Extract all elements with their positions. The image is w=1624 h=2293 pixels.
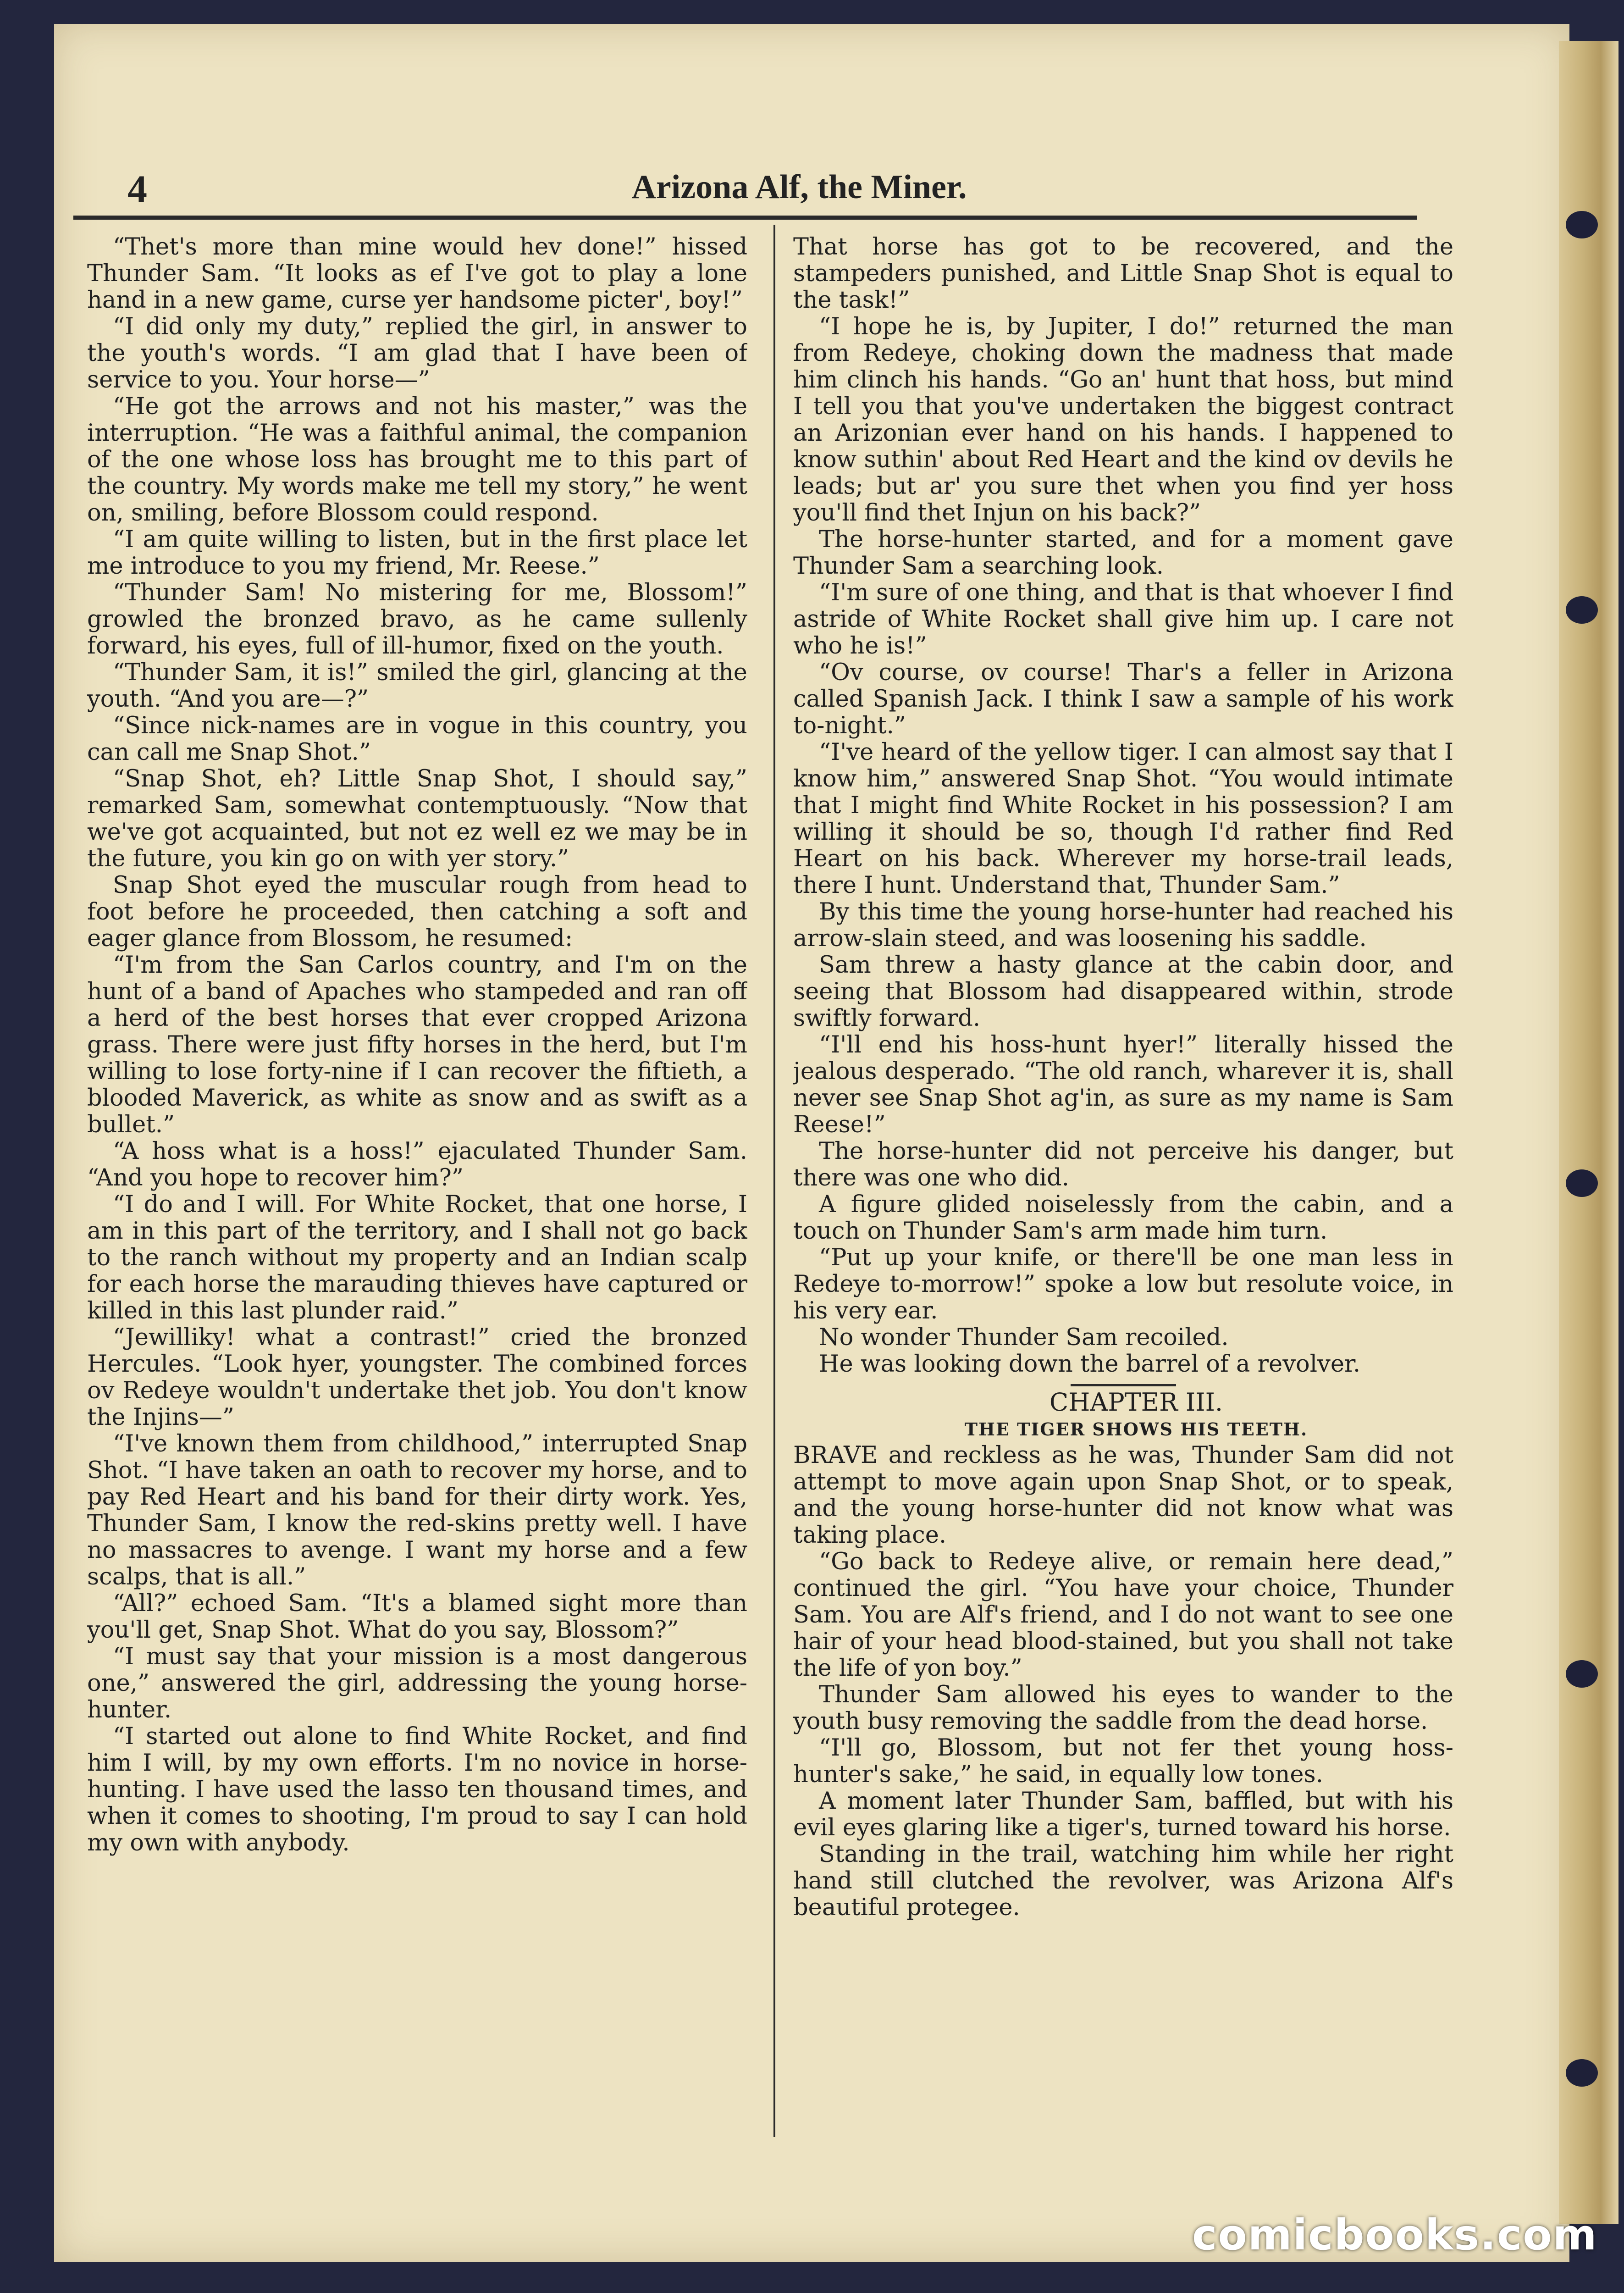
- paragraph: “I'm sure of one thing, and that is that whoever I find astride of White Rocket shall give him up. I care not who he is!”: [793, 579, 1453, 659]
- spine-binding-hole: [1566, 211, 1598, 238]
- paragraph: “I've heard of the yellow tiger. I can almost say that I know him,” answered Snap Shot. “You would intimate that I might find White Rocket in his possession? I am willing it should be so, though I'd rather find Red Heart on his back. Wherever my horse-trail leads, there I hunt. Understand that, Thunder Sam.”: [793, 739, 1453, 899]
- paragraph: Standing in the trail, watching him while her right hand still clutched the revolver, was Arizona Alf's beautiful protegee.: [793, 1841, 1453, 1921]
- spine-binding-hole: [1566, 2059, 1598, 2087]
- paragraph: “Put up your knife, or there'll be one man less in Redeye to-morrow!” spoke a low but resolute voice, in his very ear.: [793, 1244, 1453, 1324]
- paragraph: The horse-hunter started, and for a moment gave Thunder Sam a searching look.: [793, 526, 1453, 580]
- left-column: [87, 234, 747, 2132]
- paragraph: By this time the young horse-hunter had reached his arrow-slain steed, and was loosening his saddle.: [793, 898, 1453, 952]
- book-spine: [1559, 41, 1618, 2224]
- paragraph: The horse-hunter did not perceive his danger, but there was one who did.: [793, 1138, 1453, 1191]
- paragraph: Snap Shot eyed the muscular rough from head to foot before he proceeded, then catching a soft and eager glance from Blossom, he resumed:: [87, 872, 747, 952]
- paragraph: “Thunder Sam, it is!” smiled the girl, glancing at the youth. “And you are—?”: [87, 659, 747, 713]
- paragraph: “I'll end his hoss-hunt hyer!” literally hissed the jealous desperado. “The old ranch, wharever it is, shall never see Snap Shot ag'in, as sure as my name is Sam Reese!”: [793, 1031, 1453, 1138]
- page-header: [127, 157, 1471, 221]
- paragraph: “Thet's more than mine would hev done!” hissed Thunder Sam. “It looks as ef I've got to play a lone hand in a new game, curse yer handsome picter', boy!”: [87, 234, 747, 314]
- chapter-heading: CHAPTER III.: [1049, 1388, 1223, 1417]
- paragraph: “Thunder Sam! No mistering for me, Blossom!” growled the bronzed bravo, as he came sullenly forward, his eyes, full of ill-humor, fixed on the youth.: [87, 579, 747, 659]
- paragraph: “I'm from the San Carlos country, and I'm on the hunt of a band of Apaches who stampeded and ran off a herd of the best horses that ever cropped Arizona grass. There were just fifty horses in the herd, but I'm willing to lose forty-nine if I can recover the fiftieth, a blooded Maverick, as white as snow and as swift as a bullet.”: [87, 952, 747, 1138]
- paragraph: “I am quite willing to listen, but in the first place let me introduce to you my friend, Mr. Reese.”: [87, 526, 747, 580]
- chapter-subheading: THE TIGER SHOWS HIS TEETH.: [964, 1419, 1308, 1440]
- right-column: [793, 234, 1453, 2132]
- paragraph: “He got the arrows and not his master,” was the interruption. “He was a faithful animal, the companion of the one whose loss has brought me to this part of the country. My words make me tell my story,” he went on, smiling, before Blossom could respond.: [87, 393, 747, 526]
- paragraph: “Ov course, ov course! Thar's a feller in Arizona called Spanish Jack. I think I saw a sample of his work to-night.”: [793, 659, 1453, 739]
- paragraph: “I'll go, Blossom, but not fer thet young hoss-hunter's sake,” he said, in equally low tones.: [793, 1734, 1453, 1788]
- paragraph: “Go back to Redeye alive, or remain here dead,” continued the girl. “You have your choice, Thunder Sam. You are Alf's friend, and I do not want to see one hair of your head blood-stained, but you shall not take the life of yon boy.”: [793, 1548, 1453, 1682]
- spine-binding-hole: [1566, 1660, 1598, 1688]
- paragraph: Sam threw a hasty glance at the cabin door, and seeing that Blossom had disappeared within, strode swiftly forward.: [793, 952, 1453, 1032]
- paragraph: Thunder Sam allowed his eyes to wander to the youth busy removing the saddle from the dead horse.: [793, 1681, 1453, 1735]
- paragraph: “All?” echoed Sam. “It's a blamed sight more than you'll get, Snap Shot. What do you say, Blossom?”: [87, 1590, 747, 1644]
- paragraph: That horse has got to be recovered, and the stampeders punished, and Little Snap Shot is equal to the task!”: [793, 234, 1453, 314]
- paragraph: “I must say that your mission is a most dangerous one,” answered the girl, addressing the young horse-hunter.: [87, 1643, 747, 1723]
- paragraph: “A hoss what is a hoss!” ejaculated Thunder Sam. “And you hope to recover him?”: [87, 1138, 747, 1191]
- paragraph: BRAVE and reckless as he was, Thunder Sam did not attempt to move again upon Snap Shot, or to speak, and the young horse-hunter did not know what was taking place.: [793, 1442, 1453, 1549]
- running-title: Arizona Alf, the Miner.: [631, 168, 967, 206]
- watermark-text: comicbooks.com: [1192, 2210, 1598, 2260]
- column-divider: [773, 225, 775, 2137]
- paragraph: “Jewilliky! what a contrast!” cried the bronzed Hercules. “Look hyer, youngster. The combined forces ov Redeye wouldn't undertake thet job. You don't know the Injins—”: [87, 1324, 747, 1431]
- paragraph: “I started out alone to find White Rocket, and find him I will, by my own efforts. I'm no novice in horse-hunting. I have used the lasso ten thousand times, and when it comes to shooting, I'm proud to say I can hold my own with anybody.: [87, 1723, 747, 1856]
- header-rule: [73, 216, 1417, 220]
- paragraph: “I did only my duty,” replied the girl, in answer to the youth's words. “I am glad that I have been of service to you. Your horse—”: [87, 313, 747, 393]
- paragraph: No wonder Thunder Sam recoiled.: [819, 1324, 1229, 1351]
- spine-binding-hole: [1566, 1169, 1598, 1197]
- paragraph: “Snap Shot, eh? Little Snap Shot, I should say,” remarked Sam, somewhat contemptuously. “Now that we've got acquainted, but not ez well ez we may be in the future, you kin go on with yer story.”: [87, 765, 747, 872]
- paragraph: “I hope he is, by Jupiter, I do!” returned the man from Redeye, choking down the madness that made him clinch his hands. “Go an' hunt that hoss, but mind I tell you that you've undertaken the biggest contract an Arizonian ever hand on his hands. I happened to know suthin' about Red Heart and the kind ov devils he leads; but ar' you sure thet when you find yer hoss you'll find thet Injun on his back?”: [793, 313, 1453, 526]
- chapter-rule: [1071, 1384, 1176, 1386]
- paragraph: “I do and I will. For White Rocket, that one horse, I am in this part of the territory, and I shall not go back to the ranch without my property and an Indian scalp for each horse the marauding thieves have captured or killed in this last plunder raid.”: [87, 1191, 747, 1324]
- paragraph: “I've known them from childhood,” interrupted Snap Shot. “I have taken an oath to recover my horse, and to pay Red Heart and his band for their dirty work. Yes, Thunder Sam, I know the red-skins pretty well. I have no massacres to avenge. I want my horse and a few scalps, that is all.”: [87, 1430, 747, 1590]
- paragraph: “Since nick-names are in vogue in this country, you can call me Snap Shot.”: [87, 712, 747, 766]
- spine-binding-hole: [1566, 596, 1598, 624]
- paragraph: He was looking down the barrel of a revolver.: [819, 1351, 1361, 1378]
- paragraph: A figure glided noiselessly from the cabin, and a touch on Thunder Sam's arm made him turn.: [793, 1191, 1453, 1245]
- paragraph: A moment later Thunder Sam, baffled, but with his evil eyes glaring like a tiger's, turned toward his horse.: [793, 1788, 1453, 1841]
- page-number: 4: [127, 167, 147, 211]
